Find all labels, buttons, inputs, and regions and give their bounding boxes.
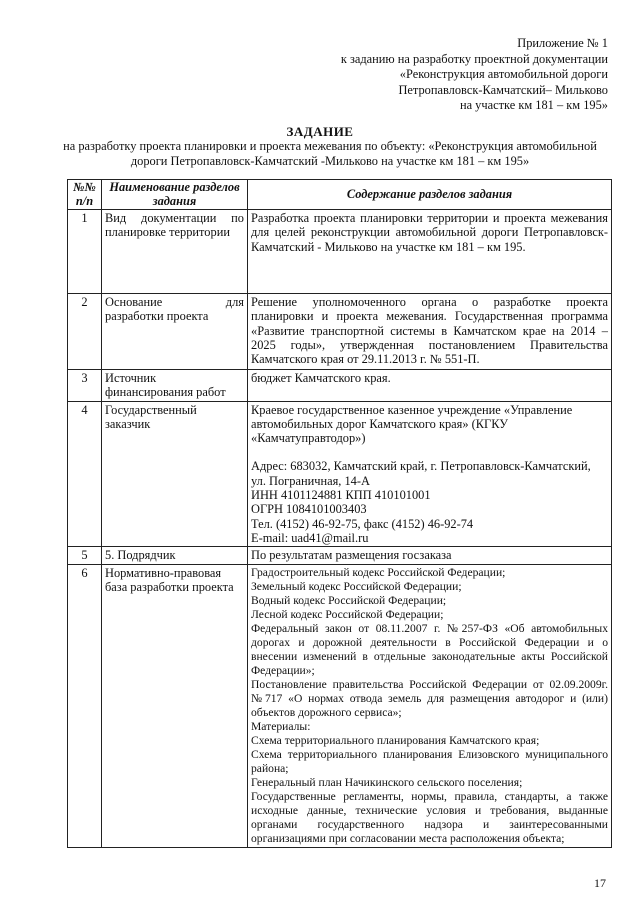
row-number: 6 (68, 564, 102, 847)
table-row (68, 294, 612, 370)
appendix-line: Петропавловск-Камчатский– Мильково (398, 82, 608, 97)
document-subtitle: на разработку проекта планировки и проекта межевания по объекту: «Реконструкция автомобильной дороги Петропавловск-Камчатский -Мильково на участке км 181 – км 195» (63, 139, 597, 168)
spacer (251, 445, 608, 459)
page-number: 17 (594, 876, 606, 890)
document-title: ЗАДАНИЕ (286, 124, 354, 139)
row-section-content: Решение уполномоченного органа о разработке проекта планировки и проекта межевания. Государственная программа «Развитие транспортной системы в Камчатском крае на 2014 – 2025 годы», утвержденная постановлением Правительства Камчатского края от 29.11.2013 г. № 551-П. (248, 294, 612, 370)
regulation-item: Материалы: (251, 719, 311, 733)
regulation-item: Водный кодекс Российской Федерации; (251, 593, 447, 607)
row-section-content: Разработка проекта планировки территории и проекта межевания для целей реконструкции автомобильной дороги Петропавловск-Камчатский - Мильково на участке км 181 – км 195. (248, 210, 612, 294)
regulation-item: Генеральный план Начикинского сельского поселения; (251, 775, 523, 789)
row-number: 5 (68, 547, 102, 564)
assignment-table (67, 179, 612, 848)
appendix-line: к заданию на разработку проектной документации (340, 51, 608, 66)
table-row (68, 370, 612, 402)
customer-name: Краевое государственное казенное учреждение «Управление автомобильных дорог Камчатского края» (КГКУ «Камчатуправтодор») (251, 402, 573, 446)
appendix-line: Приложение № 1 (517, 36, 608, 50)
table-row (68, 564, 612, 847)
row-number: 4 (68, 401, 102, 547)
appendix-line: на участке км 181 – км 195» (459, 98, 608, 112)
regulation-item: Схема территориального планирования Камчатского края; (251, 733, 540, 747)
regulation-item: Схема территориального планирования Елизовского муниципального района; (251, 747, 608, 775)
table-row (68, 547, 612, 564)
row-number: 1 (68, 210, 102, 294)
header-num: №№ п/п (68, 180, 102, 210)
regulation-item: Земельный кодекс Российской Федерации; (251, 579, 462, 593)
row-section-content (248, 401, 612, 547)
table-row (68, 210, 612, 294)
customer-phone: Тел. (4152) 46-92-75, факс (4152) 46-92-74 (251, 516, 474, 531)
customer-ogrn: ОГРН 1084101003403 (251, 502, 367, 517)
appendix-note (268, 36, 608, 114)
row-section-content: бюджет Камчатского края. (248, 370, 612, 402)
customer-address: Адрес: 683032, Камчатский край, г. Петропавловск-Камчатский, ул. Пограничная, 14-А (251, 459, 591, 488)
appendix-line: «Реконструкция автомобильной дороги (399, 67, 608, 81)
regulation-item: Лесной кодекс Российской Федерации; (251, 607, 444, 621)
row-section-name: Основание для разработки проекта (102, 294, 248, 370)
row-number: 3 (68, 370, 102, 402)
customer-inn-kpp: ИНН 4101124881 КПП 410101001 (251, 488, 431, 503)
table-header-row (68, 180, 612, 210)
row-section-name: 5. Подрядчик (102, 547, 248, 564)
regulation-item: Федеральный закон от 08.11.2007 г. №257-ФЗ «Об автомобильных дорогах и дорожной деятельности в Российской Федерации и о внесении изменений в отдельные законодательные акты Российской Федерации»; (251, 621, 608, 677)
regulation-item: Градостроительный кодекс Российской Федерации; (251, 565, 506, 579)
row-section-content (248, 564, 612, 847)
header-section-name: Наименование разделов задания (102, 180, 248, 210)
customer-email: E-mail: uad41@mail.ru (251, 530, 369, 545)
row-section-name: Источник финансирования работ (102, 370, 248, 402)
row-section-name: Государственный заказчик (102, 401, 248, 547)
row-number: 2 (68, 294, 102, 370)
table-row (68, 401, 612, 547)
row-section-name: Вид документации по планировке территории (102, 210, 248, 294)
header-section-content: Содержание разделов задания (248, 180, 612, 210)
regulation-item: Постановление правительства Российской Федерации от 02.09.2009г. №717 «О нормах отвода земель для размещения автодорог и (или) объектов дорожного сервиса»; (251, 677, 608, 719)
row-section-name: Нормативно-правовая база разработки проекта (102, 564, 248, 847)
row-section-content: По результатам размещения госзаказа (248, 547, 612, 564)
regulation-item: Государственные регламенты, нормы, правила, стандарты, а также исходные данные, технические условия и требования, выданные органами государственного надзора и заинтересованными организациями при согласовании места расположения объекта; (251, 789, 608, 845)
